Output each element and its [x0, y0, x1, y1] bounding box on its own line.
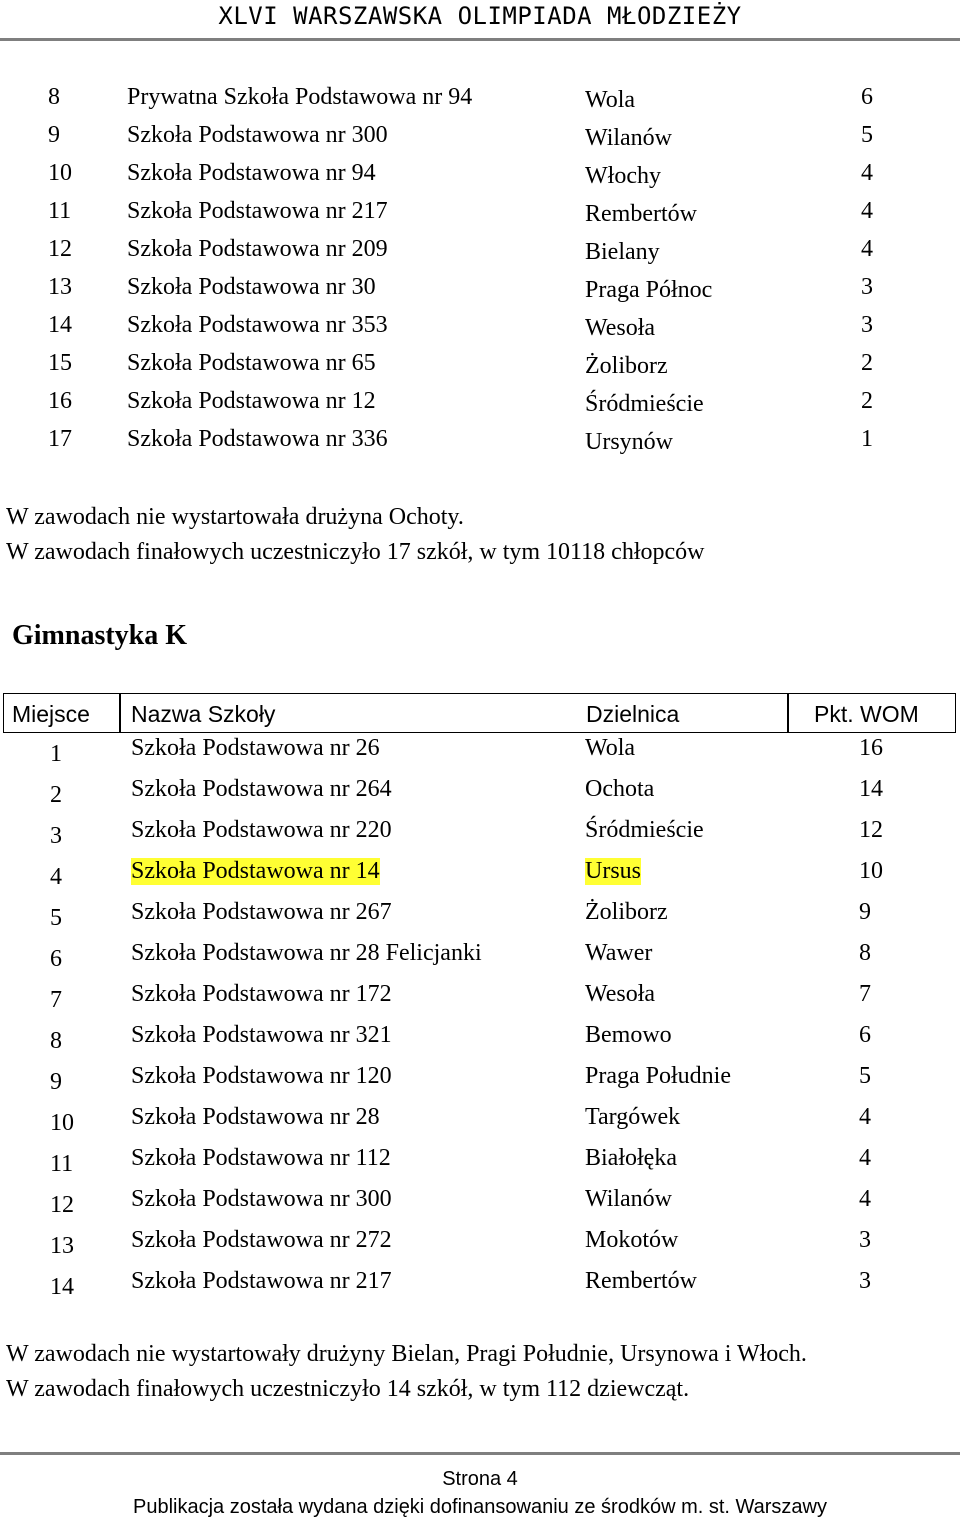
column-divider — [119, 694, 121, 732]
district-cell: Wola — [585, 735, 636, 761]
header-rule — [0, 38, 960, 41]
school-cell: Szkoła Podstawowa nr 336 — [127, 426, 388, 452]
place-cell: 14 — [48, 312, 72, 338]
table-row — [0, 1061, 960, 1102]
points-cell: 4 — [861, 236, 873, 262]
district-cell: Wawer — [585, 940, 653, 966]
school-cell: Szkoła Podstawowa nr 120 — [131, 1063, 392, 1089]
header-place: Miejsce — [12, 701, 90, 727]
points-cell: 4 — [861, 198, 873, 224]
table-row-highlighted — [0, 856, 960, 897]
table-row — [0, 1102, 960, 1143]
district-cell: Mokotów — [585, 1227, 679, 1253]
points-cell: 4 — [861, 160, 873, 186]
place-cell: 5 — [50, 905, 62, 931]
points-cell: 7 — [859, 981, 871, 1007]
district-cell: Rembertów — [585, 201, 697, 227]
girls-note-absent: W zawodach nie wystartowały drużyny Bielan, Pragi Południe, Ursynowa i Włoch. — [6, 1341, 807, 1367]
district-cell: Rembertów — [585, 1268, 697, 1294]
school-cell: Szkoła Podstawowa nr 12 — [127, 388, 376, 414]
district-cell: Praga Południe — [585, 1063, 731, 1089]
boys-note-absent: W zawodach nie wystartowała drużyna Ochoty. — [6, 504, 464, 530]
page-number: Strona 4 — [442, 1468, 518, 1490]
school-cell: Szkoła Podstawowa nr 94 — [127, 160, 376, 186]
points-cell: 14 — [859, 776, 883, 802]
table-row — [0, 733, 960, 774]
school-cell: Szkoła Podstawowa nr 220 — [131, 817, 392, 843]
table-row — [0, 312, 960, 350]
header-points: Pkt. WOM — [814, 701, 919, 727]
school-cell: Szkoła Podstawowa nr 300 — [131, 1186, 392, 1212]
school-cell: Szkoła Podstawowa nr 300 — [127, 122, 388, 148]
district-cell: Żoliborz — [585, 899, 668, 925]
points-cell: 9 — [859, 899, 871, 925]
points-cell: 4 — [859, 1186, 871, 1212]
table-row — [0, 897, 960, 938]
place-cell: 4 — [50, 864, 62, 890]
table-row — [0, 1225, 960, 1266]
points-cell: 5 — [861, 122, 873, 148]
district-cell: Ursynów — [585, 429, 673, 455]
district-cell: Żoliborz — [585, 353, 668, 379]
points-cell: 3 — [861, 312, 873, 338]
school-cell: Szkoła Podstawowa nr 30 — [127, 274, 376, 300]
place-cell: 17 — [48, 426, 72, 452]
district-cell-highlighted: Ursus — [585, 858, 642, 884]
district-cell: Wilanów — [585, 125, 673, 151]
points-cell: 4 — [859, 1145, 871, 1171]
place-cell: 13 — [50, 1233, 74, 1259]
district-cell: Wola — [585, 87, 636, 113]
points-cell: 12 — [859, 817, 883, 843]
header-school: Nazwa Szkoły — [131, 701, 276, 727]
points-cell: 5 — [859, 1063, 871, 1089]
place-cell: 15 — [48, 350, 72, 376]
table-row — [0, 198, 960, 236]
points-cell: 16 — [859, 735, 883, 761]
school-cell: Szkoła Podstawowa nr 217 — [131, 1268, 392, 1294]
boys-results-table — [0, 84, 960, 464]
place-cell: 9 — [48, 122, 60, 148]
table-row — [0, 815, 960, 856]
district-cell: Wesoła — [585, 315, 656, 341]
table-row — [0, 1143, 960, 1184]
school-cell: Szkoła Podstawowa nr 264 — [131, 776, 392, 802]
place-cell: 2 — [50, 782, 62, 808]
table-row — [0, 122, 960, 160]
points-cell: 2 — [861, 350, 873, 376]
place-cell: 1 — [50, 741, 62, 767]
table-row — [0, 426, 960, 464]
table-row — [0, 160, 960, 198]
table-row — [0, 938, 960, 979]
points-cell: 6 — [859, 1022, 871, 1048]
school-cell: Szkoła Podstawowa nr 321 — [131, 1022, 392, 1048]
school-cell: Szkoła Podstawowa nr 217 — [127, 198, 388, 224]
girls-note-participants: W zawodach finałowych uczestniczyło 14 szkół, w tym 112 dziewcząt. — [6, 1376, 690, 1402]
district-cell: Śródmieście — [585, 391, 704, 417]
district-cell: Bemowo — [585, 1022, 672, 1048]
girls-table-header — [3, 693, 956, 733]
table-row — [0, 1020, 960, 1061]
school-cell: Prywatna Szkoła Podstawowa nr 94 — [127, 84, 473, 110]
table-row — [0, 979, 960, 1020]
table-row — [0, 1184, 960, 1225]
place-cell: 16 — [48, 388, 72, 414]
table-row — [0, 388, 960, 426]
girls-results-table — [0, 733, 960, 1307]
points-cell: 6 — [861, 84, 873, 110]
place-cell: 11 — [48, 198, 72, 224]
table-row — [0, 236, 960, 274]
district-cell: Wilanów — [585, 1186, 673, 1212]
document-header-title: XLVI WARSZAWSKA OLIMPIADA MŁODZIEŻY — [218, 2, 742, 30]
place-cell: 10 — [48, 160, 72, 186]
district-cell: Targówek — [585, 1104, 681, 1130]
school-cell: Szkoła Podstawowa nr 172 — [131, 981, 392, 1007]
school-cell: Szkoła Podstawowa nr 209 — [127, 236, 388, 262]
points-cell: 8 — [859, 940, 871, 966]
points-cell: 1 — [861, 426, 873, 452]
district-cell: Praga Północ — [585, 277, 713, 303]
points-cell: 3 — [861, 274, 873, 300]
place-cell: 12 — [48, 236, 72, 262]
section-title: Gimnastyka K — [12, 620, 188, 651]
district-cell: Wesoła — [585, 981, 656, 1007]
points-cell: 10 — [859, 858, 883, 884]
school-cell: Szkoła Podstawowa nr 267 — [131, 899, 392, 925]
table-row — [0, 84, 960, 122]
table-row — [0, 1266, 960, 1307]
table-row — [0, 350, 960, 388]
table-row — [0, 774, 960, 815]
school-cell: Szkoła Podstawowa nr 272 — [131, 1227, 392, 1253]
place-cell: 11 — [50, 1151, 74, 1177]
points-cell: 4 — [859, 1104, 871, 1130]
footer-rule — [0, 1452, 960, 1455]
place-cell: 13 — [48, 274, 72, 300]
district-cell: Bielany — [585, 239, 660, 265]
boys-note-participants: W zawodach finałowych uczestniczyło 17 szkół, w tym 10118 chłopców — [6, 539, 705, 565]
place-cell: 8 — [48, 84, 60, 110]
school-cell: Szkoła Podstawowa nr 26 — [131, 735, 380, 761]
footer-funding-note: Publikacja została wydana dzięki dofinansowaniu ze środków m. st. Warszawy — [132, 1496, 827, 1518]
place-cell: 7 — [50, 987, 62, 1013]
district-cell: Włochy — [585, 163, 661, 189]
school-cell: Szkoła Podstawowa nr 65 — [127, 350, 376, 376]
place-cell: 6 — [50, 946, 62, 972]
school-cell: Szkoła Podstawowa nr 112 — [131, 1145, 391, 1171]
district-cell: Ochota — [585, 776, 655, 802]
district-cell: Śródmieście — [585, 817, 704, 843]
place-cell: 12 — [50, 1192, 74, 1218]
school-cell: Szkoła Podstawowa nr 28 — [131, 1104, 380, 1130]
school-cell: Szkoła Podstawowa nr 28 Felicjanki — [131, 940, 482, 966]
header-district: Dzielnica — [586, 701, 680, 727]
district-cell: Białołęka — [585, 1145, 677, 1171]
points-cell: 3 — [859, 1227, 871, 1253]
place-cell: 3 — [50, 823, 62, 849]
points-cell: 3 — [859, 1268, 871, 1294]
school-cell-highlighted: Szkoła Podstawowa nr 14 — [131, 858, 380, 884]
table-row — [0, 274, 960, 312]
place-cell: 8 — [50, 1028, 62, 1054]
place-cell: 14 — [50, 1274, 74, 1300]
place-cell: 10 — [50, 1110, 74, 1136]
place-cell: 9 — [50, 1069, 62, 1095]
column-divider — [787, 694, 789, 732]
school-cell: Szkoła Podstawowa nr 353 — [127, 312, 388, 338]
points-cell: 2 — [861, 388, 873, 414]
